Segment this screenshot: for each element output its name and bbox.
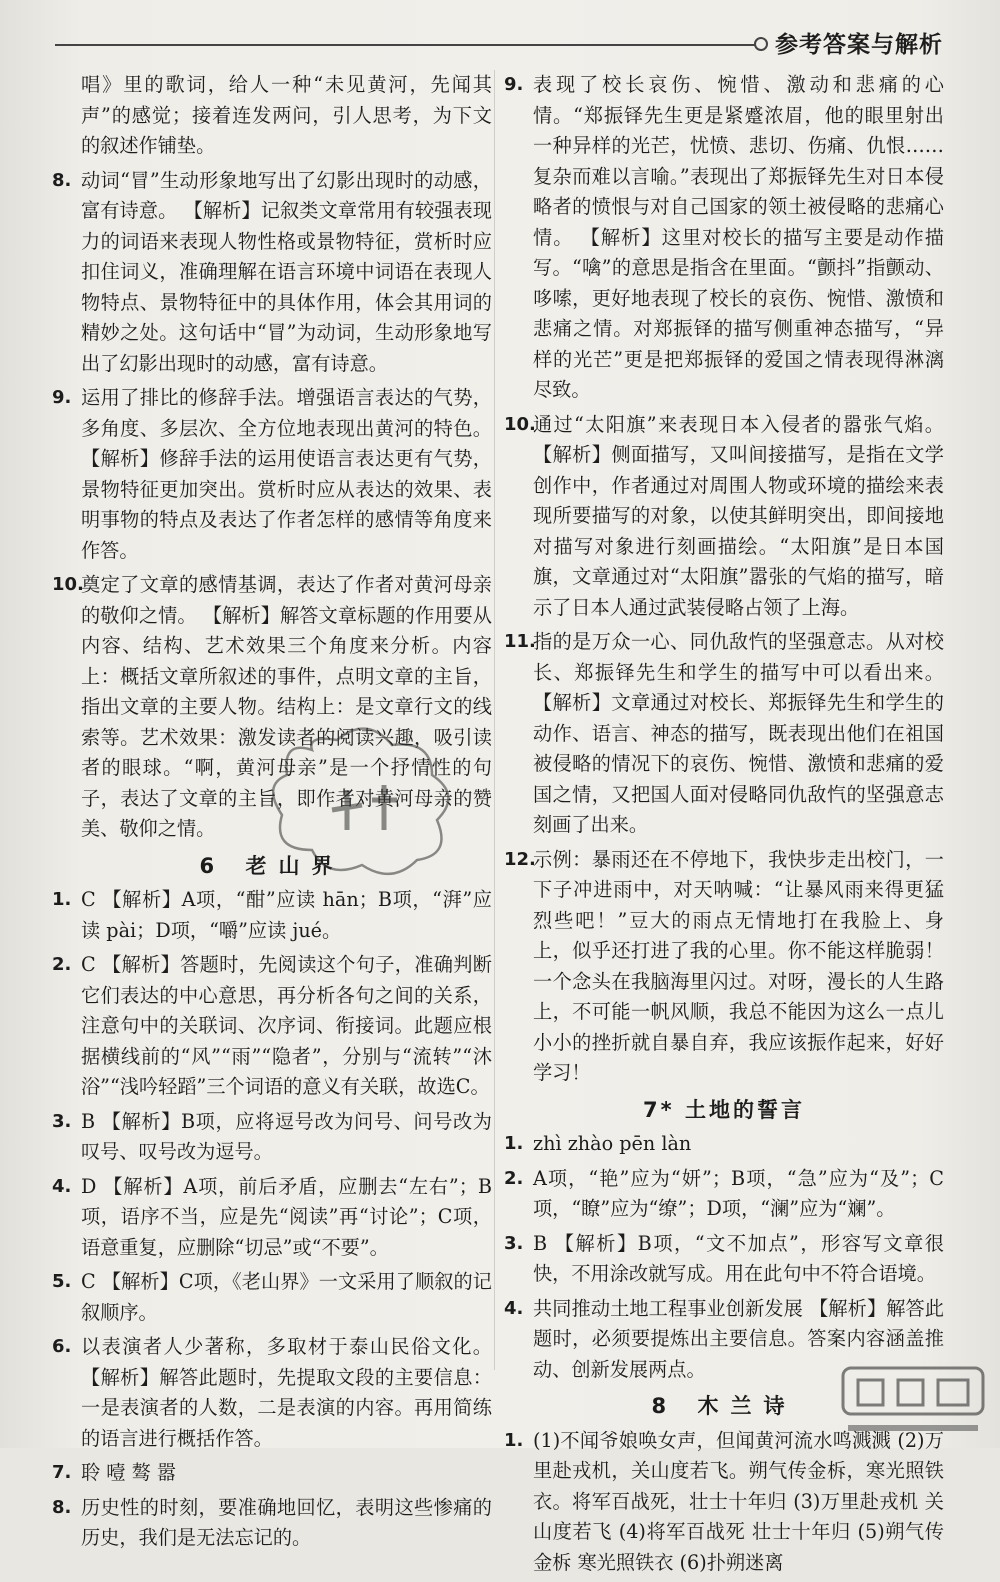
item-number: 11.: [504, 631, 536, 652]
answer-item: [504, 410, 944, 624]
item-text: 示例：暴雨还在不停地下，我快步走出校门，一下子冲进雨中，对天呐喊：“让暴风雨来得更猛烈些吧！”豆大的雨点无情地打在我脸上、身上，似乎还打进了我的心里。你不能这样脆弱！一个念头在我脑海里闪过。对呀，漫长的人生路上，不可能一帆风顺，我总不能因为这么一点儿小小的挫折就自暴自弃，我应该振作起来，好好学习！: [533, 847, 944, 1084]
item-text: C 【解析】C项，《老山界》一文采用了顺叙的记叙顺序。: [81, 1270, 492, 1324]
item-text: zhì zhào pēn làn: [533, 1132, 692, 1155]
answer-item: [504, 1426, 944, 1579]
item-number: 6.: [52, 1336, 72, 1357]
item-text: 聆 噎 骜 嚣: [81, 1461, 177, 1484]
header-circle-ornament: [754, 37, 768, 51]
answer-item: [52, 1172, 492, 1264]
section-heading-6: 6 老山界: [199, 853, 345, 878]
left-intro: [52, 70, 492, 162]
item-number: 1.: [504, 1133, 524, 1154]
item-number: 8.: [52, 169, 72, 191]
section-heading-7: 7* 土地的誓言: [643, 1097, 805, 1122]
item-number: 10.: [52, 574, 84, 595]
item-text: 以表演者人少著称，多取材于泰山民俗文化。 【解析】解答此题时，先提取文段的主要信息：一是表演者的人数，二是表演的内容。再用简练的语言进行概括作答。: [81, 1335, 492, 1450]
item-text: 指的是万众一心、同仇敌忾的坚强意志。从对校长、郑振铎先生和学生的描写中可以看出来。 【解析】文章通过对校长、郑振铎先生和学生的动作、语言、神态的描写，既表现出他们在祖国被侵略的情况下的哀伤、惋惜、激愤和悲痛的爱国之情，又把国人面对侵略同仇敌忾的坚强意志刻画了出来。: [533, 630, 944, 836]
item-number: 2.: [504, 1167, 524, 1189]
item-number: 8.: [52, 1496, 72, 1518]
answer-item: [52, 1107, 492, 1168]
answer-item: [52, 383, 492, 566]
answer-item: [504, 1229, 944, 1290]
right-column: [504, 70, 944, 1582]
item-text: A项，“艳”应为“妍”；B项，“急”应为“及”；C项，“瞭”应为“缭”；D项，“澜”应为“斓”。: [533, 1166, 944, 1220]
item-text: B 【解析】B项，“文不加点”，形容写文章很快，不用涂改就写成。用在此句中不符合语境。: [533, 1231, 944, 1285]
left-intro-text: 唱》里的歌词，给人一种“未见黄河，先闻其声”的感觉；接着连发两问，引人思考，为下文的叙述作铺垫。: [81, 73, 492, 157]
item-text: 历史性的时刻，要准确地回忆，表明这些惨痛的历史，我们是无法忘记的。: [81, 1495, 492, 1549]
answer-item: [52, 1458, 492, 1489]
cloud-watermark-icon: [272, 690, 452, 920]
item-text: C 【解析】答题时，先阅读这个句子，准确判断它们表达的中心意思，再分析各句之间的关系，注意句中的关联词、次序词、衔接词。此题应根据横线前的“风”“雨”“隐者”，分别与“流转”“沐浴”“浅吟轻蹈”三个词语的意义有关联，故选C。: [81, 953, 492, 1098]
item-number: 7.: [52, 1462, 72, 1483]
item-text: 共同推动土地工程事业创新发展 【解析】解答此题时，必须要提炼出主要信息。答案内容涵盖推动、创新发展两点。: [533, 1296, 944, 1381]
corner-logo-icon: [838, 1360, 988, 1440]
item-number: 4.: [52, 1175, 72, 1197]
answer-item: [504, 1129, 944, 1160]
answer-item: [52, 1332, 492, 1454]
section-heading-8: 8 木兰诗: [651, 1394, 797, 1418]
answer-item: [504, 1164, 944, 1225]
item-number: 4.: [504, 1297, 524, 1319]
item-number: 1.: [52, 889, 72, 910]
item-number: 3.: [504, 1232, 524, 1254]
item-number: 5.: [52, 1271, 72, 1292]
header-title: 参考答案与解析: [775, 32, 943, 58]
item-text: 奠定了文章的感情基调，表达了作者对黄河母亲的敬仰之情。 【解析】解答文章标题的作用要从内容、结构、艺术效果三个角度来分析。内容上：概括文章所叙述的事件，点明文章的主旨，指出文章的主要人物。结构上：是文章行文的线索等。艺术效果：激发读者的阅读兴趣，吸引读者的眼球。“啊，黄河母亲”是一个抒情性的句子，表达了文章的主旨，即作者对黄河母亲的赞美、敬仰之情。: [81, 573, 492, 840]
item-text: 运用了排比的修辞手法。增强语言表达的气势，多角度、多层次、全方位地表现出黄河的特色。 【解析】修辞手法的运用使语言表达更有气势，景物特征更加突出。赏析时应从表达的效果、表明事物的特点及表达了作者怎样的感情等角度来作答。: [81, 386, 492, 562]
answer-item: [504, 845, 944, 1089]
answer-item: [52, 950, 492, 1103]
item-text: 表现了校长哀伤、惋惜、激动和悲痛的心情。“郑振铎先生更是紧蹙浓眉，他的眼里射出一种异样的光芒，忧愤、悲切、伤痛、仇恨……复杂而难以言喻。”表现出了郑振铎先生对日本侵略者的愤恨与对自己国家的领土被侵略的悲痛心情。 【解析】这里对校长的描写主要是动作描写。“噙”的意思是指含在里面。“颤抖”指颤动、哆嗦，更好地表现了校长的哀伤、惋惜、激愤和悲痛之情。对郑振铎的描写侧重神态描写，“异样的光芒”更是把郑振铎的爱国之情表现得淋漓尽致。: [533, 73, 944, 401]
item-text: C 【解析】A项，“酣”应读 hān；B项，“湃”应读 pài；D项，“嚼”应读 jué。: [81, 888, 492, 942]
answer-item: [504, 70, 944, 406]
item-text: (1)不闻爷娘唤女声，但闻黄河流水鸣溅溅 (2)万里赴戎机，关山度若飞。朔气传金柝，寒光照铁衣。将军百战死，壮士十年归 (3)万里赴戎机 关山度若飞 (4)将军百战死 壮士十年归 (5)朔气传金柝 寒光照铁衣 (6)扑朔迷离: [533, 1428, 944, 1574]
item-text: 动词“冒”生动形象地写出了幻影出现时的动感，富有诗意。 【解析】记叙类文章常用有较强表现力的词语来表现人物性格或景物特征，赏析时应扣住词义，准确理解在语言环境中词语在表现人物特点、景物特征中的具体作用，体会其用词的精妙之处。这句话中“冒”为动词，生动形象地写出了幻影出现时的动感，富有诗意。: [81, 168, 492, 375]
answer-item: [52, 166, 492, 380]
item-number: 1.: [504, 1429, 524, 1451]
column-divider: [494, 70, 495, 1370]
item-text: D 【解析】A项，前后矛盾，应删去“左右”；B项，语序不当，应是先“阅读”再“讨论”；C项，语意重复，应删除“切忌”或“不要”。: [81, 1174, 492, 1259]
item-number: 10.: [504, 413, 536, 435]
item-text: B 【解析】B项，应将逗号改为问号、问号改为叹号、叹号改为逗号。: [81, 1109, 492, 1163]
item-text: 通过“太阳旗”来表现日本入侵者的嚣张气焰。 【解析】侧面描写，又叫间接描写，是指在文学创作中，作者通过对周围人物或环境的描绘来表现所要描写的对象，以使其鲜明突出，即间接地对描写对象进行刻画描绘。“太阳旗”是日本国旗，文章通过对“太阳旗”嚣张的气焰的描写，暗示了日本人通过武装侵略占领了上海。: [533, 412, 944, 619]
item-number: 9.: [52, 387, 72, 408]
answer-item: [52, 1267, 492, 1328]
answer-item: [504, 627, 944, 841]
item-number: 9.: [504, 74, 524, 95]
answer-item: [52, 1493, 492, 1554]
item-number: 12.: [504, 848, 536, 870]
item-number: 3.: [52, 1110, 72, 1132]
item-number: 2.: [52, 954, 72, 975]
header-rule: [55, 44, 755, 46]
